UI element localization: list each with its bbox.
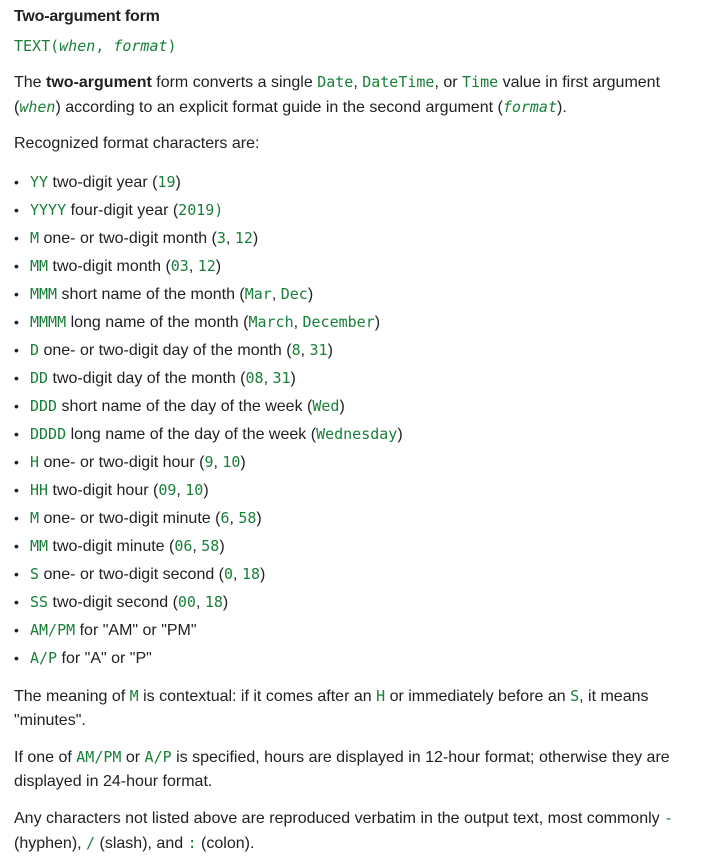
format-example: Wednesday — [316, 425, 398, 443]
meaning-text: , it means "minutes". — [14, 688, 649, 729]
format-example-separator: , — [293, 314, 303, 331]
format-example-separator: , — [195, 594, 205, 611]
format-close-paren: ) — [374, 314, 381, 331]
format-example: 2019) — [178, 201, 224, 219]
format-description: one- or two-digit hour ( — [39, 454, 205, 471]
format-close-paren: ) — [175, 174, 181, 191]
format-code: M — [30, 509, 40, 527]
format-code: MM — [30, 537, 49, 555]
syntax-arg-when: when — [59, 37, 96, 55]
format-example-separator: , — [176, 482, 186, 499]
format-list-item — [14, 280, 706, 308]
format-description: four-digit year ( — [66, 202, 179, 219]
bullet-icon: • — [14, 174, 19, 190]
format-close-paren: ) — [219, 538, 225, 555]
meaning-text: The meaning of — [14, 688, 130, 705]
format-close-paren: ) — [397, 426, 403, 443]
intro-paragraph — [14, 70, 706, 120]
format-code: MMMM — [30, 313, 67, 331]
meaning-text: or immediately before an — [385, 688, 571, 705]
format-description: for "A" or "P" — [57, 650, 152, 667]
format-example: 18 — [204, 593, 223, 611]
format-example-separator: , — [188, 258, 198, 275]
format-description: short name of the month ( — [57, 286, 245, 303]
format-example-separator: , — [263, 370, 273, 387]
syntax-arg-format: format — [113, 37, 168, 55]
syntax-line — [14, 34, 706, 58]
format-example: 9 — [204, 453, 214, 471]
ampm-text: is specified, hours are displayed in 12-hour format; otherwise they are displayed in 24-hour format. — [14, 749, 670, 790]
format-example-separator: , — [271, 286, 281, 303]
bullet-icon: • — [14, 650, 19, 666]
format-example: 08 — [245, 369, 264, 387]
bullet-icon: • — [14, 482, 19, 498]
format-list-item — [14, 196, 706, 224]
format-close-paren: ) — [260, 566, 266, 583]
format-description: two-digit hour ( — [48, 482, 159, 499]
format-example: Wed — [312, 397, 340, 415]
format-example: 00 — [177, 593, 196, 611]
format-description: one- or two-digit minute ( — [39, 510, 221, 527]
code-hyphen: - — [664, 809, 674, 827]
recognized-label: Recognized format characters are: — [14, 135, 260, 152]
format-example-separator: , — [233, 566, 242, 583]
format-code: DDD — [30, 397, 58, 415]
format-code: A/P — [30, 649, 58, 667]
format-close-paren: ) — [252, 230, 259, 247]
format-example: 3 — [216, 229, 226, 247]
code-m: M — [129, 687, 139, 705]
bullet-icon: • — [14, 538, 19, 554]
intro-text: ) according to an explicit format guide in the second argument ( — [55, 99, 503, 116]
format-description: two-digit year ( — [48, 174, 158, 191]
bullet-icon: • — [14, 622, 19, 638]
format-close-paren: ) — [215, 258, 222, 275]
ampm-text: If one of — [14, 749, 77, 766]
section-heading: Two-argument form — [14, 8, 160, 25]
code-s: S — [570, 687, 580, 705]
verbatim-text: (colon). — [196, 835, 255, 852]
code-when: when — [19, 98, 56, 116]
format-description: long name of the day of the week ( — [66, 426, 317, 443]
format-character-list — [14, 168, 706, 672]
format-list-item — [14, 252, 706, 280]
format-list-item — [14, 616, 706, 644]
format-code: MMM — [30, 285, 58, 303]
bullet-icon: • — [14, 454, 19, 470]
format-code: M — [30, 229, 40, 247]
syntax-function: TEXT( — [14, 37, 60, 55]
verbatim-paragraph — [14, 806, 706, 856]
format-example: 06 — [174, 537, 193, 555]
format-example: 12 — [234, 229, 253, 247]
format-example-separator: , — [225, 230, 235, 247]
bullet-icon: • — [14, 510, 19, 526]
format-description: two-digit month ( — [48, 258, 171, 275]
format-example-separator: , — [192, 538, 202, 555]
format-list-item — [14, 392, 706, 420]
bullet-icon: • — [14, 286, 19, 302]
code-colon: : — [187, 834, 197, 852]
intro-text: form converts a single — [151, 74, 318, 91]
format-code: DD — [30, 369, 49, 387]
format-example: 12 — [197, 257, 216, 275]
code-h: H — [376, 687, 386, 705]
format-code: H — [30, 453, 40, 471]
format-example: December — [302, 313, 375, 331]
format-example: 19 — [157, 173, 176, 191]
format-list-item — [14, 168, 706, 196]
format-code: HH — [30, 481, 49, 499]
format-example: 6 — [220, 509, 230, 527]
intro-text: ). — [557, 99, 567, 116]
bullet-icon: • — [14, 342, 19, 358]
format-description: two-digit day of the month ( — [48, 370, 246, 387]
format-list-item — [14, 560, 706, 588]
verbatim-text: (hyphen), — [14, 835, 87, 852]
bullet-icon: • — [14, 314, 19, 330]
format-description: long name of the month ( — [66, 314, 249, 331]
format-list-item — [14, 420, 706, 448]
format-example: 8 — [291, 341, 301, 359]
format-code: AM/PM — [30, 621, 76, 639]
verbatim-text: (slash), and — [95, 835, 188, 852]
intro-text: value in first argument ( — [14, 74, 661, 116]
format-code: YYYY — [30, 201, 67, 219]
syntax-close: ) — [167, 37, 177, 55]
format-example: Dec — [280, 285, 308, 303]
format-example: 58 — [201, 537, 220, 555]
format-code: YY — [30, 173, 49, 191]
code-format: format — [502, 98, 557, 116]
format-example: 10 — [222, 453, 241, 471]
format-list-item — [14, 336, 706, 364]
format-description: two-digit minute ( — [48, 538, 175, 555]
bullet-icon: • — [14, 566, 19, 582]
format-list-item — [14, 448, 706, 476]
bullet-icon: • — [14, 258, 19, 274]
meaning-text: is contextual: if it comes after an — [138, 688, 377, 705]
format-example: 31 — [272, 369, 291, 387]
format-close-paren: ) — [256, 510, 262, 527]
format-code: DDDD — [30, 425, 67, 443]
format-close-paren: ) — [339, 398, 345, 415]
format-close-paren: ) — [203, 482, 209, 499]
bullet-icon: • — [14, 594, 19, 610]
format-description: one- or two-digit month ( — [39, 230, 217, 247]
bullet-icon: • — [14, 370, 19, 386]
ampm-paragraph — [14, 745, 706, 794]
format-code: S — [30, 565, 40, 583]
format-list-item — [14, 532, 706, 560]
intro-text: , — [353, 74, 363, 91]
format-close-paren: ) — [290, 370, 296, 387]
format-description: two-digit second ( — [48, 594, 178, 611]
format-description: one- or two-digit second ( — [39, 566, 225, 583]
format-code: D — [30, 341, 40, 359]
format-example-separator: , — [300, 342, 310, 359]
code-ap: A/P — [144, 748, 172, 766]
format-example-separator: , — [213, 454, 223, 471]
format-example: 58 — [238, 509, 257, 527]
format-example: Mar — [244, 285, 272, 303]
format-example: 0 — [224, 565, 234, 583]
format-close-paren: ) — [307, 286, 314, 303]
meaning-paragraph — [14, 684, 706, 733]
intro-text: , or — [434, 74, 463, 91]
format-code: SS — [30, 593, 49, 611]
code-slash: / — [86, 834, 96, 852]
bullet-icon: • — [14, 230, 19, 246]
format-list-item — [14, 224, 706, 252]
format-list-item — [14, 308, 706, 336]
format-description: one- or two-digit day of the month ( — [39, 342, 292, 359]
format-description: for "AM" or "PM" — [75, 622, 197, 639]
bullet-icon: • — [14, 426, 19, 442]
format-example: 03 — [170, 257, 189, 275]
format-example: 31 — [309, 341, 328, 359]
format-example: 10 — [185, 481, 204, 499]
ampm-text: or — [121, 749, 145, 766]
format-close-paren: ) — [240, 454, 246, 471]
format-close-paren: ) — [222, 594, 229, 611]
format-example: 18 — [241, 565, 260, 583]
bullet-icon: • — [14, 398, 19, 414]
format-list-item — [14, 476, 706, 504]
format-example: 09 — [158, 481, 177, 499]
verbatim-text: Any characters not listed above are reproduced verbatim in the output text, most commonly — [14, 810, 665, 827]
format-example: March — [248, 313, 294, 331]
bullet-icon: • — [14, 202, 19, 218]
code-ampm: AM/PM — [76, 748, 122, 766]
format-list-item — [14, 504, 706, 532]
format-list-item — [14, 644, 706, 672]
format-code: MM — [30, 257, 49, 275]
intro-bold: two-argument — [46, 74, 152, 91]
format-example-separator: , — [229, 510, 239, 527]
code-date: Date — [317, 73, 354, 91]
code-datetime: DateTime — [362, 73, 435, 91]
intro-text: The — [14, 74, 47, 91]
format-close-paren: ) — [327, 342, 333, 359]
code-time: Time — [462, 73, 499, 91]
format-list-item — [14, 364, 706, 392]
format-description: short name of the day of the week ( — [57, 398, 313, 415]
syntax-separator: , — [95, 37, 114, 55]
format-list-item — [14, 588, 706, 616]
